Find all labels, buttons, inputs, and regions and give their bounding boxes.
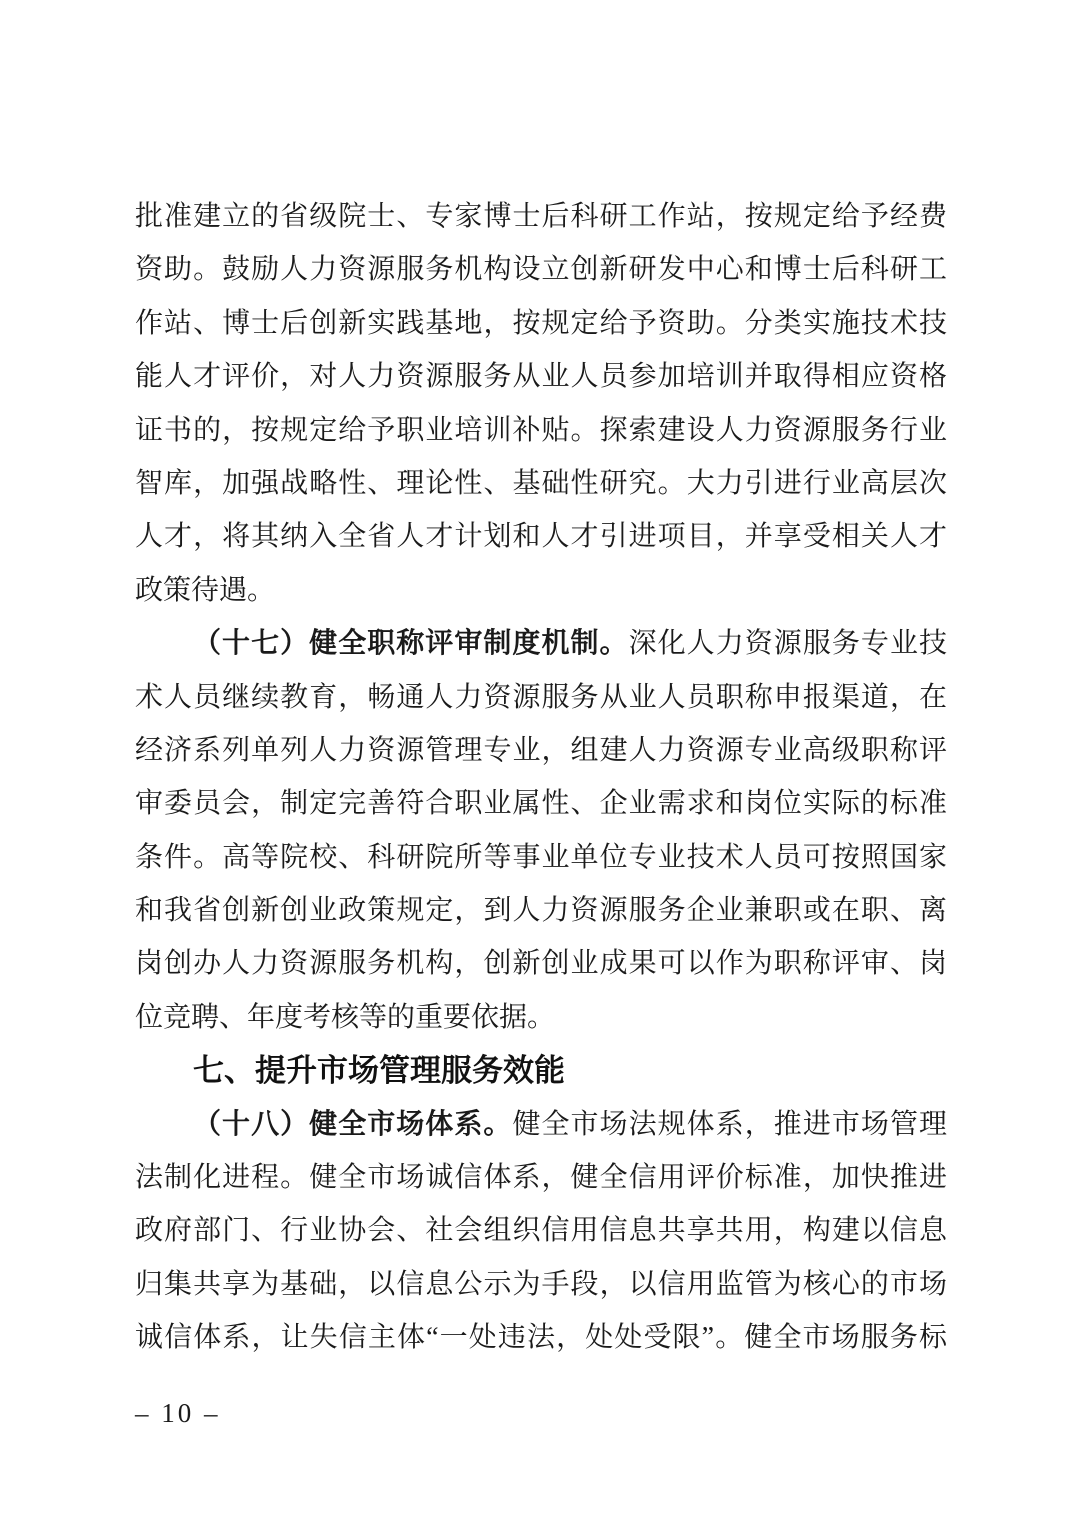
text-run: 归集共享为基础，以信息公示为手段，以信用监管为核心的市场: [135, 1268, 947, 1300]
text-line: [135, 1311, 947, 1364]
bold-lead-run: （十八）健全市场体系。: [193, 1108, 513, 1140]
text-line: [135, 457, 947, 510]
text-line: [135, 991, 947, 1044]
text-line: [135, 1258, 947, 1311]
text-line: [135, 937, 947, 990]
text-run: 作站、博士后创新实践基地，按规定给予资助。分类实施技术技: [135, 307, 947, 339]
text-run: 法制化进程。健全市场诚信体系，健全信用评价标准，加快推进: [135, 1162, 947, 1194]
document-body: [135, 190, 947, 1365]
text-run: 人才，将其纳入全省人才计划和人才引进项目，并享受相关人才: [135, 521, 947, 553]
bold-lead-run: （十七）健全职称评审制度机制。: [193, 628, 629, 660]
text-line: [135, 724, 947, 777]
section-heading: 七、提升市场管理服务效能: [193, 1053, 565, 1089]
text-run: 政府部门、行业协会、社会组织信用信息共享共用，构建以信息: [135, 1215, 947, 1247]
text-run: 能人才评价，对人力资源服务从业人员参加培训并取得相应资格: [135, 361, 947, 393]
text-run: 岗创办人力资源服务机构，创新创业成果可以作为职称评审、岗: [135, 948, 947, 980]
text-line: [135, 1204, 947, 1257]
text-line: [135, 404, 947, 457]
text-line: [135, 1098, 947, 1151]
text-run: 审委员会，制定完善符合职业属性、企业需求和岗位实际的标准: [135, 788, 947, 820]
text-line: [135, 297, 947, 350]
text-run: 和我省创新创业政策规定，到人力资源服务企业兼职或在职、离: [135, 895, 947, 927]
text-line: [135, 884, 947, 937]
page-number: – 10 –: [135, 1398, 221, 1428]
text-line: [135, 777, 947, 830]
text-run: 健全市场法规体系，推进市场管理: [512, 1108, 947, 1140]
text-run: 资助。鼓励人力资源服务机构设立创新研发中心和博士后科研工: [135, 254, 947, 286]
text-run: 证书的，按规定给予职业培训补贴。探索建设人力资源服务行业: [135, 414, 947, 446]
text-run: 政策待遇。: [135, 574, 276, 606]
text-run: 经济系列单列人力资源管理专业，组建人力资源专业高级职称评: [135, 734, 947, 766]
text-line: [135, 564, 947, 617]
text-run: 深化人力资源服务专业技: [628, 628, 947, 660]
text-line: [135, 190, 947, 243]
text-line: [135, 1151, 947, 1204]
text-line: [135, 617, 947, 670]
text-line: [135, 671, 947, 724]
text-run: 术人员继续教育，畅通人力资源服务从业人员职称申报渠道，在: [135, 681, 947, 713]
text-run: 位竞聘、年度考核等的重要依据。: [135, 1001, 556, 1033]
text-line: [135, 350, 947, 403]
text-run: 智库，加强战略性、理论性、基础性研究。大力引进行业高层次: [135, 467, 947, 499]
text-run: 批准建立的省级院士、专家博士后科研工作站，按规定给予经费: [135, 201, 947, 232]
text-run: 诚信体系，让失信主体“一处违法，处处受限”。健全市场服务标: [135, 1322, 947, 1354]
text-line: [135, 243, 947, 296]
text-line: [135, 831, 947, 884]
text-line: [135, 510, 947, 563]
text-run: 条件。高等院校、科研院所等事业单位专业技术人员可按照国家: [135, 841, 947, 873]
